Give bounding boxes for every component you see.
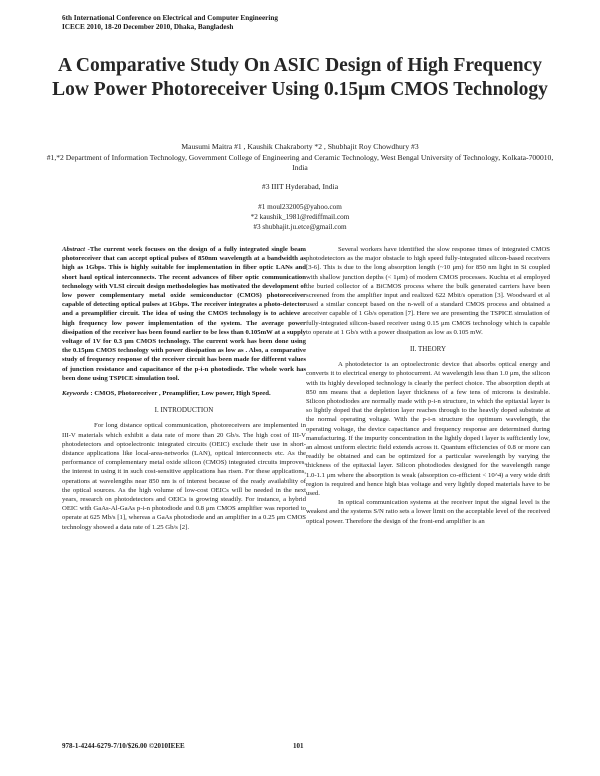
keywords-text: : CMOS, Photoreceiver , Preamplifier, Low power, High Speed. (88, 390, 271, 398)
abstract-text: -The current work focuses on the design of a fully integrated single beam photoreceiver that can accept optical pulses of 850nm wavelength at a bandwidth as high as 1Gbps. This is highly suitable for implementation in fiber optic LANs and short haul optical interconnects. The recent advances of fiber optic communication technology with VLSI circuit design methodologies has motivated the development of low power complementary metal oxide semiconductor (CMOS) photoreceiver capable of detecting optical pulses at 1Gbps. The receiver integrates a photo-detector and a preamplifier circuit. The idea of using the CMOS technology is to achieve a high frequency low power implementation of the system. The average power dissipation of the receiver has been found earlier to be less than 0.105mW at a supply voltage of 1V for 0.3 μm CMOS technology. The current work has been done using the 0.15μm CMOS technology with power dissipation as low as . Also, a comparative study of frequency response of the receiver circuit has been made for different values of junction resistance and capacitance of the p-i-n photodiode. The whole work has been done using TSPICE simulation tool. (62, 246, 306, 382)
keywords-label: Keywords (62, 390, 89, 398)
theory-paragraph-2: In optical communication systems at the receiver input the signal level is the weakest and the systems S/N ratio sets a lower limit on the acceptable level of the received optical power. Therefore the design of the front-end amplifier is an (306, 499, 550, 525)
conference-header (62, 14, 278, 32)
right-column (306, 245, 550, 526)
page-number: 101 (293, 742, 304, 750)
introduction-paragraph: For long distance optical communication, photoreceivers are implemented in III-V materials which exhibit a data rate of more than 20 Gb/s. The high cost of III-V photodetectors and optoelectronic integrated circuits (OEIC) exclude their use in short-distance applications like local-area-networks (LAN), optical interconnects etc. As the performance of complementary metal oxide silicon (CMOS) integrated circuits improves, the interest in using it in such cost-sensitive applications has risen. For these applications, operations at wavelengths near 850 nm is of interest because of the ready availability of the optical sources. As the high volume of low-cost OEICs will be needed in the next years, research on photodetectors and OEICs is growing steadily. For instance, a hybrid OEIC with GaAs-Al-GaAs p-i-n photodiode and 0.8 μm CMOS amplifier was reported to operate at 625 Mb/s [1], whereas a GaAs photodiode and an amplifier in a 0.25 μm CMOS technology showed a data rate of 1.25 Gb/s [2]. (62, 422, 306, 531)
section-heading-introduction: I. INTRODUCTION (154, 406, 214, 415)
email-1: #1 moul232005@yahoo.com (258, 203, 342, 211)
email-3: #3 shubhajit.ju.etce@gmail.com (253, 223, 347, 231)
left-column (62, 245, 306, 532)
author-list: Mausumi Maitra #1 , Kaushik Chakraborty *2 , Shubhajit Roy Chowdhury #3 (181, 142, 419, 151)
email-list (200, 202, 400, 232)
paper-title: A Comparative Study On ASIC Design of High Frequency Low Power Photoreceiver Using 0.15μm CMOS Technology (52, 55, 548, 100)
conference-event-line: ICECE 2010, 18-20 December 2010, Dhaka, Bangladesh (62, 23, 234, 31)
abstract (62, 245, 306, 383)
theory-paragraph-1: A photodetector is an optoelectronic device that absorbs optical energy and converts it to electrical energy to photocurrent. At wavelength less than 1.0 μm, the silicon with its highly developed technology is clearly the perfect choice. The absorption depth at 850 nm means that a depletion layer thickness of a few tens of microns is desirable. Silicon photodiodes are normally made with p-i-n structure, in which the epitaxial layer is so lightly doped that the depletion layer reaches through to the heavily doped substrate at the normal operating voltage. With the p-i-n structure the optimum wavelength, the operating voltage, the device capacitance and frequency response are determined during manufacturing. If the impurity concentration in the lightly doped i layer is sufficiently low, an almost uniform electric field extends across it. Quantum efficiencies of 0.8 or more can readily be obtained and can be optimized for a particular wavelength by varying the thickness of the epitaxial layer. Silicon photodiodes designed for the wavelength range 1.0-1.1 μm where the absorption is weak (absorption co-efficient < 10^4) a very wide drift region is required and hence high bias voltage and very lightly doped materials have to be used. (306, 361, 550, 498)
email-2: *2 kaushik_1981@rediffmail.com (250, 213, 350, 221)
related-work-paragraph: Several workers have identified the slow response times of integrated CMOS photodetectors as the major obstacle to high speed fully-integrated silicon-based receivers [3-6]. This is due to the long absorption length (~10 μm) for 850 nm light in Si coupled with shallow junction depths (< 1μm) of modern CMOS processes. Kuchta et al employed the buried collector of a BiCMOS process where the bulk generated carriers have been screened from the amplifier input and realized 622 Mbit/s operation [3]. Woodward et al used a similar concept based on the n-well of a standard CMOS process and obtained a receiver capable of 1 Gb/s operation [7]. Here we are presenting the TSPICE simulation of fully-integrated silicon-based receiver using 0.15 μm CMOS technology which is capable to operate at 1 Gb/s with a power dissipation as low as 0.105 mW. (306, 246, 550, 336)
keywords (62, 389, 306, 398)
affiliation-secondary: #3 IIIT Hyderabad, India (261, 182, 339, 191)
copyright-footer: 978-1-4244-6279-7/10/$26.00 ©2010IEEE (62, 742, 185, 750)
section-heading-theory: II. THEORY (409, 345, 447, 354)
affiliation-primary: #1,*2 Department of Information Technology, Government College of Engineering and Ceramic Technology, West Bengal University of Technology, Kolkata-700010, India (46, 153, 554, 172)
conference-name: 6th International Conference on Electrical and Computer Engineering (62, 14, 278, 22)
abstract-label: Abstract (62, 246, 86, 253)
